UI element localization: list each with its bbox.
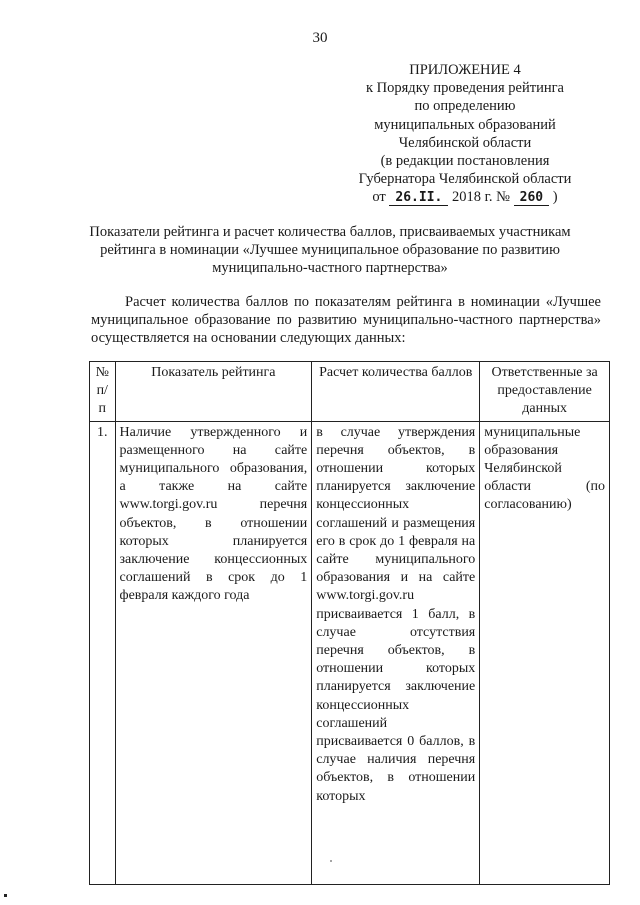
cell-calc: в случае утверждения перечня объектов, в отношении которых планируется заключение концессионных соглашений и размещения его в срок до 1 февраля на сайте муниципального образования и на сайте www.torgi.gov.ru присваивается 1 балл, в случае отсутствия перечня объектов, в отношении которых планируется заключение концессионных соглашений присваивается 0 баллов, в случае наличия перечня объектов, в отношении которых (312, 421, 480, 884)
appendix-line: Челябинской области (398, 134, 532, 151)
handwritten-date: 26.II. (389, 190, 448, 206)
page-number: 30 (312, 30, 328, 46)
header-num: № п/п (90, 362, 116, 422)
scan-speck (330, 860, 332, 862)
document-heading: Показатели рейтинга и расчет количества баллов, присваиваемых участникам рейтинга в номинации «Лучшее муниципальное образование по развитию муниципально-частного партнерства» (89, 224, 571, 276)
appendix-date-line (330, 188, 600, 206)
cell-responsible: муниципальные образования Челябинской области (по согласованию) (480, 421, 610, 884)
cell-num: 1. (90, 421, 116, 884)
header-responsible: Ответственные за предоставление данных (480, 362, 610, 422)
scan-corner-mark (4, 894, 7, 897)
handwritten-doc-number: 260 (514, 190, 549, 206)
rating-table (89, 361, 610, 885)
appendix-line: по определению (414, 98, 516, 115)
appendix-line: к Порядку проведения рейтинга (366, 80, 564, 97)
appendix-title: ПРИЛОЖЕНИЕ 4 (409, 62, 521, 78)
header-calc: Расчет количества баллов (312, 362, 480, 422)
header-indicator: Показатель рейтинга (115, 362, 312, 422)
table-header-row (90, 362, 610, 422)
appendix-line: Губернатора Челябинской области (358, 171, 572, 188)
appendix-block (330, 61, 600, 207)
date-prefix: от (372, 189, 386, 206)
date-suffix: ) (552, 189, 558, 206)
appendix-line: муниципальных образований (374, 116, 556, 133)
date-year: 2018 г. № (452, 189, 511, 206)
cell-indicator: Наличие утвержденного и размещенного на сайте муниципального образования, а также на сайте www.torgi.gov.ru перечня объектов, в отношении которых планируется заключение концессионных соглашений в срок до 1 февраля каждого года (115, 421, 312, 884)
appendix-line: (в редакции постановления (380, 153, 550, 170)
table-row (90, 421, 610, 884)
intro-paragraph: Расчет количества баллов по показателям рейтинга в номинации «Лучшее муниципальное образование по развитию муниципально-частного партнерства» осуществляется на основании следующих данных: (91, 294, 601, 346)
